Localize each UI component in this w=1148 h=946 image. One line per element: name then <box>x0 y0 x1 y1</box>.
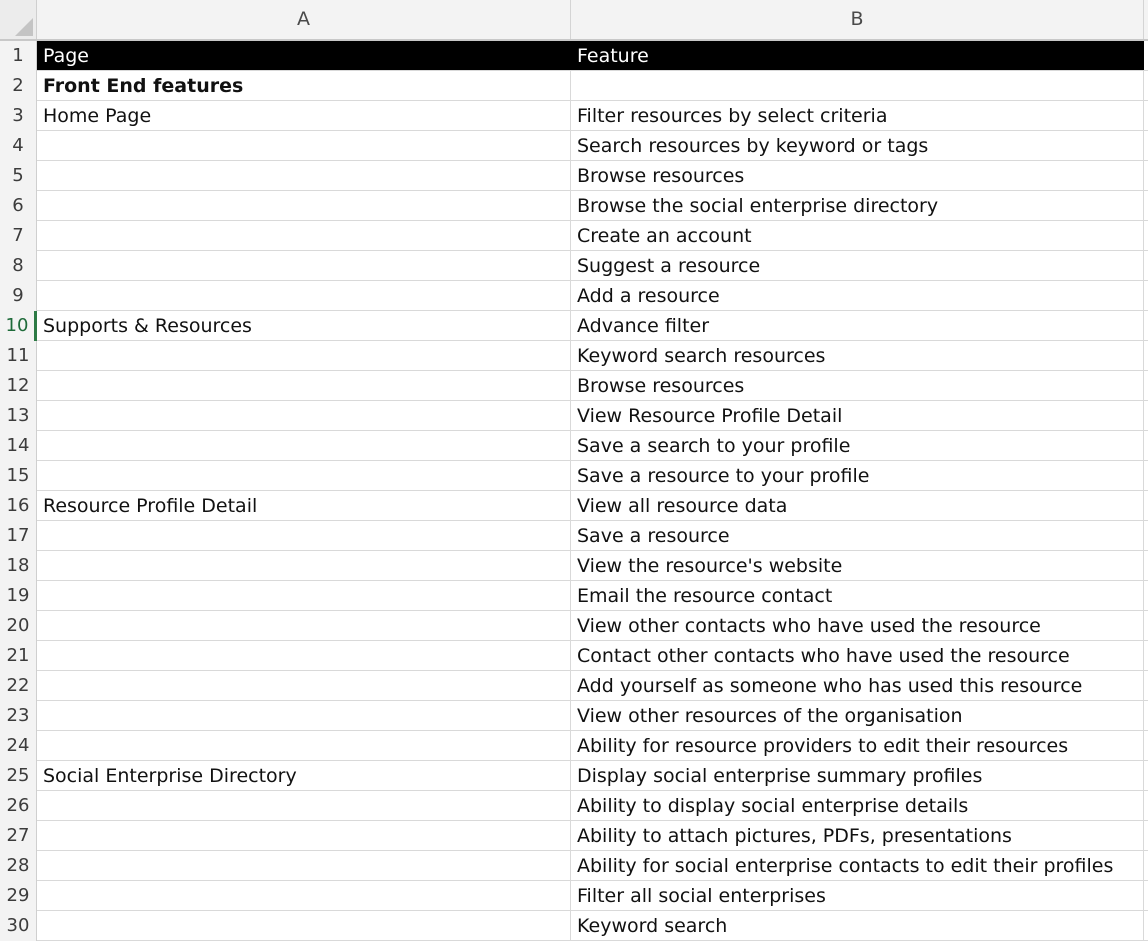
cell-page[interactable] <box>37 641 571 670</box>
cell-feature[interactable]: Save a resource <box>571 521 1144 550</box>
row-number[interactable]: 6 <box>0 191 37 221</box>
cell-page[interactable] <box>37 131 571 160</box>
select-all-corner[interactable] <box>0 0 37 39</box>
cell-page[interactable] <box>37 821 571 850</box>
cell-feature[interactable]: Filter resources by select criteria <box>571 101 1144 130</box>
cell-feature[interactable]: Save a search to your profile <box>571 431 1144 460</box>
cell-feature[interactable]: Search resources by keyword or tags <box>571 131 1144 160</box>
column-header-b[interactable]: B <box>571 0 1144 39</box>
row-number[interactable]: 9 <box>0 281 37 311</box>
cell-feature[interactable]: Add a resource <box>571 281 1144 310</box>
cell-page[interactable] <box>37 251 571 280</box>
row-number[interactable]: 1 <box>0 41 37 71</box>
grid-rows <box>0 41 1148 941</box>
row-number[interactable]: 11 <box>0 341 37 371</box>
cell-page[interactable] <box>37 731 571 760</box>
cell-feature[interactable]: View Resource Profile Detail <box>571 401 1144 430</box>
cell-feature[interactable] <box>571 71 1144 100</box>
table-row <box>0 191 1148 221</box>
table-row <box>0 401 1148 431</box>
row-number[interactable]: 25 <box>0 761 37 791</box>
cell-page[interactable]: Social Enterprise Directory <box>37 761 571 790</box>
table-row <box>0 701 1148 731</box>
cell-feature[interactable]: Email the resource contact <box>571 581 1144 610</box>
table-row <box>0 131 1148 161</box>
row-number[interactable]: 5 <box>0 161 37 191</box>
table-row <box>0 761 1148 791</box>
row-number[interactable]: 2 <box>0 71 37 101</box>
table-row <box>0 371 1148 401</box>
cell-feature[interactable]: View other contacts who have used the resource <box>571 611 1144 640</box>
row-number[interactable]: 3 <box>0 101 37 131</box>
row-number[interactable]: 10 <box>0 311 37 341</box>
cell-page[interactable] <box>37 551 571 580</box>
cell-page[interactable] <box>37 161 571 190</box>
table-row <box>0 251 1148 281</box>
row-number[interactable]: 8 <box>0 251 37 281</box>
cell-feature[interactable]: Contact other contacts who have used the resource <box>571 641 1144 670</box>
cell-page[interactable] <box>37 581 571 610</box>
row-number[interactable]: 29 <box>0 881 37 911</box>
row-number[interactable]: 15 <box>0 461 37 491</box>
cell-feature[interactable]: Ability for resource providers to edit their resources <box>571 731 1144 760</box>
row-number[interactable]: 7 <box>0 221 37 251</box>
cell-feature[interactable]: Browse resources <box>571 161 1144 190</box>
cell-page[interactable] <box>37 401 571 430</box>
cell-page[interactable] <box>37 701 571 730</box>
table-row <box>0 491 1148 521</box>
header-row <box>0 41 1148 71</box>
cell-page[interactable] <box>37 341 571 370</box>
cell-page[interactable]: Home Page <box>37 101 571 130</box>
cell-feature[interactable]: Add yourself as someone who has used this resource <box>571 671 1144 700</box>
cell-feature[interactable]: Filter all social enterprises <box>571 881 1144 910</box>
table-row <box>0 341 1148 371</box>
table-row <box>0 461 1148 491</box>
cell-feature[interactable]: Save a resource to your profile <box>571 461 1144 490</box>
table-row <box>0 671 1148 701</box>
cell-feature[interactable]: Display social enterprise summary profiles <box>571 761 1144 790</box>
column-header-bar <box>0 0 1148 41</box>
row-number[interactable]: 13 <box>0 401 37 431</box>
table-row <box>0 521 1148 551</box>
table-row <box>0 311 1148 341</box>
cell-page[interactable]: Supports & Resources <box>37 311 571 340</box>
table-row <box>0 431 1148 461</box>
table-row <box>0 101 1148 131</box>
cell-page[interactable] <box>37 281 571 310</box>
cell-feature[interactable]: Keyword search resources <box>571 341 1144 370</box>
row-number[interactable]: 16 <box>0 491 37 521</box>
row-number[interactable]: 14 <box>0 431 37 461</box>
table-row <box>0 581 1148 611</box>
row-number[interactable]: 30 <box>0 911 37 941</box>
cell-feature[interactable]: View the resource's website <box>571 551 1144 580</box>
table-row <box>0 551 1148 581</box>
cell-feature[interactable]: Browse the social enterprise directory <box>571 191 1144 220</box>
row-number[interactable]: 27 <box>0 821 37 851</box>
select-all-triangle-icon <box>15 18 33 36</box>
cell-feature[interactable]: Ability to display social enterprise details <box>571 791 1144 820</box>
cell-page[interactable] <box>37 221 571 250</box>
table-row <box>0 881 1148 911</box>
cell-page[interactable]: Resource Profile Detail <box>37 491 571 520</box>
cell-page[interactable] <box>37 611 571 640</box>
cell-page[interactable] <box>37 431 571 460</box>
row-number[interactable]: 22 <box>0 671 37 701</box>
table-row <box>0 641 1148 671</box>
table-row <box>0 791 1148 821</box>
table-row <box>0 221 1148 251</box>
cell-feature[interactable]: View other resources of the organisation <box>571 701 1144 730</box>
cell-page[interactable] <box>37 911 571 940</box>
table-row <box>0 731 1148 761</box>
row-number[interactable]: 12 <box>0 371 37 401</box>
cell-feature[interactable]: Ability for social enterprise contacts to edit their profiles <box>571 851 1144 880</box>
cell-page[interactable] <box>37 461 571 490</box>
row-number[interactable]: 4 <box>0 131 37 161</box>
row-number[interactable]: 21 <box>0 641 37 671</box>
row-number[interactable]: 17 <box>0 521 37 551</box>
row-number[interactable]: 18 <box>0 551 37 581</box>
cell-page[interactable] <box>37 521 571 550</box>
row-number[interactable]: 28 <box>0 851 37 881</box>
cell-page[interactable]: Front End features <box>37 71 571 100</box>
cell-page[interactable] <box>37 671 571 700</box>
cell-feature[interactable]: Ability to attach pictures, PDFs, presentations <box>571 821 1144 850</box>
row-number[interactable]: 24 <box>0 731 37 761</box>
cell-feature[interactable]: View all resource data <box>571 491 1144 520</box>
cell-feature[interactable]: Suggest a resource <box>571 251 1144 280</box>
cell-page[interactable] <box>37 371 571 400</box>
row-number[interactable]: 23 <box>0 701 37 731</box>
cell-feature[interactable]: Advance filter <box>571 311 1144 340</box>
table-row <box>0 851 1148 881</box>
table-row <box>0 161 1148 191</box>
table-row <box>0 611 1148 641</box>
cell-page[interactable] <box>37 851 571 880</box>
row-number[interactable]: 19 <box>0 581 37 611</box>
table-row <box>0 911 1148 941</box>
table-row <box>0 71 1148 101</box>
cell-page[interactable] <box>37 791 571 820</box>
table-row <box>0 821 1148 851</box>
row-number[interactable]: 26 <box>0 791 37 821</box>
cell-page[interactable] <box>37 191 571 220</box>
cell-feature[interactable]: Create an account <box>571 221 1144 250</box>
table-row <box>0 281 1148 311</box>
cell-feature[interactable]: Feature <box>571 41 1144 70</box>
column-header-a[interactable]: A <box>37 0 571 39</box>
cell-page[interactable] <box>37 881 571 910</box>
cell-feature[interactable]: Browse resources <box>571 371 1144 400</box>
row-number[interactable]: 20 <box>0 611 37 641</box>
cell-page[interactable]: Page <box>37 41 571 70</box>
cell-feature[interactable]: Keyword search <box>571 911 1144 940</box>
